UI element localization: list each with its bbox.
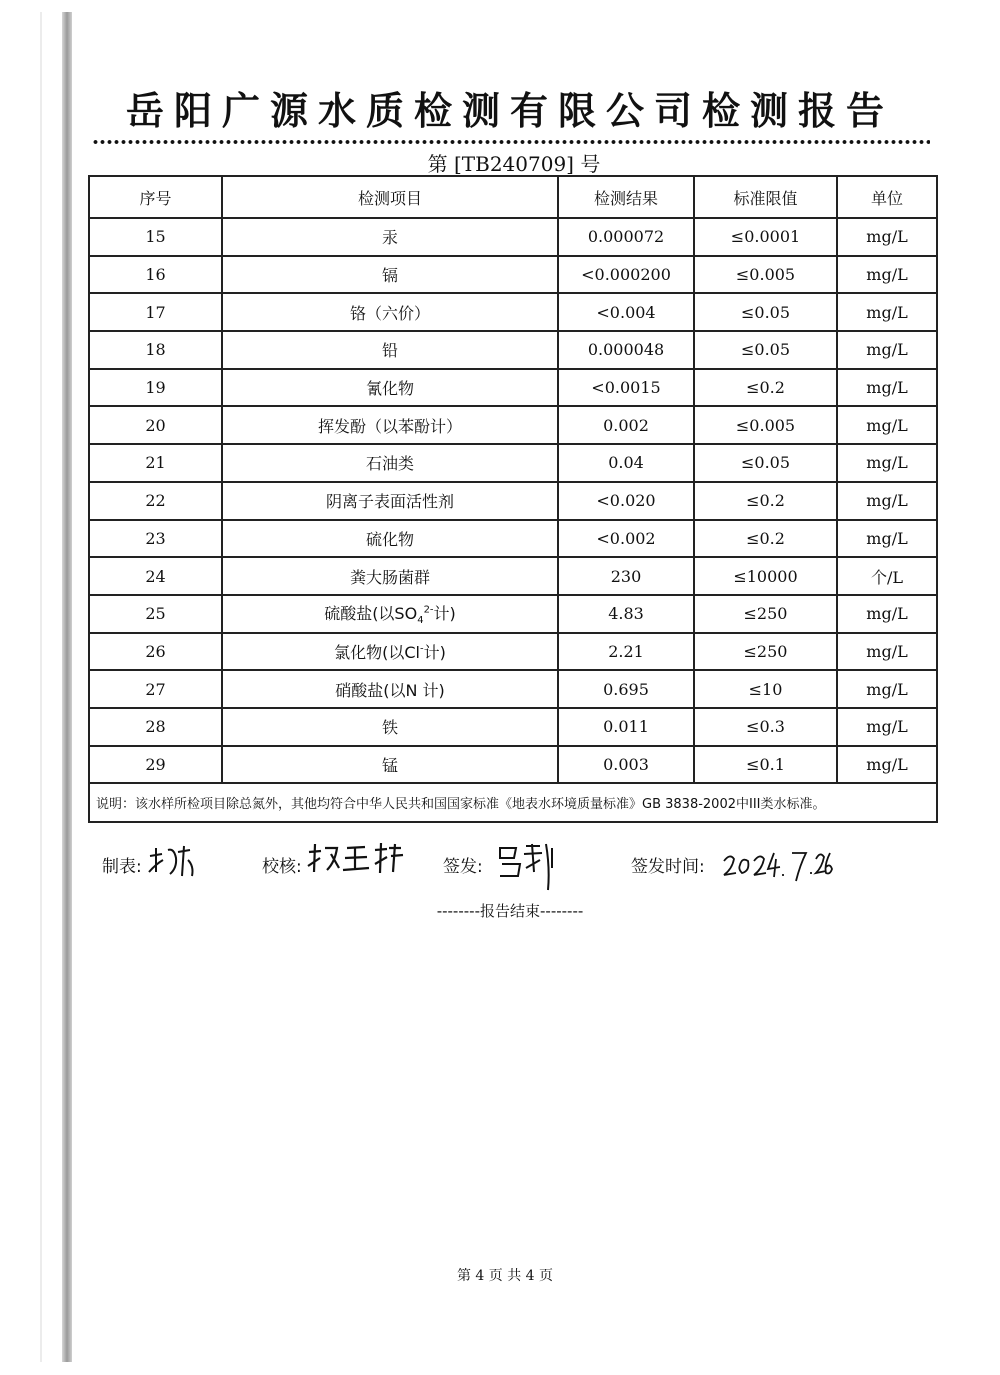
item-text: 氯化物(以Cl xyxy=(334,642,420,662)
table-row xyxy=(89,406,937,444)
table-row xyxy=(89,293,937,331)
cell-result: 0.04 xyxy=(558,444,694,482)
cell-no: 20 xyxy=(89,406,222,444)
cell-unit: mg/L xyxy=(837,256,937,294)
cell-unit: 个/L xyxy=(837,557,937,595)
cell-no: 19 xyxy=(89,369,222,407)
table-row xyxy=(89,331,937,369)
cell-no: 17 xyxy=(89,293,222,331)
checked-by-signature xyxy=(305,840,405,876)
report-title: 岳阳广源水质检测有限公司检测报告 xyxy=(125,89,894,133)
cell-item: 铅 xyxy=(222,331,558,369)
cell-unit: mg/L xyxy=(837,369,937,407)
cell-no: 24 xyxy=(89,557,222,595)
cell-result: 0.011 xyxy=(558,708,694,746)
cell-no: 25 xyxy=(89,595,222,633)
table-row xyxy=(89,708,937,746)
table-row xyxy=(89,557,937,595)
cell-item: 阴离子表面活性剂 xyxy=(222,482,558,520)
cell-limit: ≤0.05 xyxy=(694,331,837,369)
scan-binding-edge xyxy=(62,12,72,1362)
table-note: 说明：该水样所检项目除总氮外，其他均符合中华人民共和国国家标准《地表水环境质量标准》GB 3838-2002中III类水标准。 xyxy=(89,783,937,822)
cell-limit: ≤0.005 xyxy=(694,256,837,294)
cell-result: <0.004 xyxy=(558,293,694,331)
cell-limit: ≤0.2 xyxy=(694,369,837,407)
report-end-marker: --------报告结束-------- xyxy=(436,902,584,920)
table-row xyxy=(89,670,937,708)
item-text: 计) xyxy=(423,642,446,662)
col-header-result: 检测结果 xyxy=(558,176,694,218)
report-number: 第 [TB240709] 号 xyxy=(427,152,601,176)
table-note-row xyxy=(89,783,937,822)
cell-item: 汞 xyxy=(222,218,558,256)
cell-unit: mg/L xyxy=(837,595,937,633)
page-number: 第 4 页 共 4 页 xyxy=(456,1268,554,1284)
cell-no: 22 xyxy=(89,482,222,520)
cell-item: 石油类 xyxy=(222,444,558,482)
cell-limit: ≤0.05 xyxy=(694,293,837,331)
results-table xyxy=(88,175,938,823)
cell-no: 16 xyxy=(89,256,222,294)
prepared-by-signature xyxy=(146,842,198,882)
cell-result: <0.002 xyxy=(558,520,694,558)
cell-limit: ≤0.2 xyxy=(694,482,837,520)
cell-limit: ≤10 xyxy=(694,670,837,708)
col-header-unit: 单位 xyxy=(837,176,937,218)
cell-no: 18 xyxy=(89,331,222,369)
item-superscript: - xyxy=(420,643,424,655)
cell-no: 28 xyxy=(89,708,222,746)
cell-result: 0.000072 xyxy=(558,218,694,256)
cell-item: 锰 xyxy=(222,746,558,784)
cell-result: 4.83 xyxy=(558,595,694,633)
col-header-item: 检测项目 xyxy=(222,176,558,218)
cell-item: 挥发酚（以苯酚计） xyxy=(222,406,558,444)
item-text: 计) xyxy=(433,604,456,624)
col-header-no: 序号 xyxy=(89,176,222,218)
item-superscript: 2- xyxy=(423,604,434,616)
cell-limit: ≤0.005 xyxy=(694,406,837,444)
table-row xyxy=(89,595,937,633)
cell-no: 27 xyxy=(89,670,222,708)
issued-by-signature xyxy=(494,838,560,894)
table-row xyxy=(89,482,937,520)
cell-limit: ≤0.0001 xyxy=(694,218,837,256)
table-row xyxy=(89,444,937,482)
cell-unit: mg/L xyxy=(837,482,937,520)
cell-unit: mg/L xyxy=(837,331,937,369)
cell-result: 0.003 xyxy=(558,746,694,784)
cell-result: 230 xyxy=(558,557,694,595)
title-dotted-divider xyxy=(92,139,930,145)
cell-unit: mg/L xyxy=(837,708,937,746)
cell-no: 26 xyxy=(89,633,222,671)
issue-time-handwritten xyxy=(720,845,835,885)
cell-result: <0.020 xyxy=(558,482,694,520)
cell-unit: mg/L xyxy=(837,670,937,708)
table-row xyxy=(89,633,937,671)
cell-item: 粪大肠菌群 xyxy=(222,557,558,595)
cell-limit: ≤0.1 xyxy=(694,746,837,784)
table-row xyxy=(89,218,937,256)
cell-no: 23 xyxy=(89,520,222,558)
cell-limit: ≤250 xyxy=(694,595,837,633)
cell-item: 铁 xyxy=(222,708,558,746)
cell-item: 硫化物 xyxy=(222,520,558,558)
cell-result: 2.21 xyxy=(558,633,694,671)
scan-shadow xyxy=(40,12,42,1362)
cell-unit: mg/L xyxy=(837,746,937,784)
checked-by-label: 校核: xyxy=(262,857,302,877)
item-subscript: 4 xyxy=(417,615,424,627)
cell-unit: mg/L xyxy=(837,218,937,256)
cell-no: 15 xyxy=(89,218,222,256)
table-row xyxy=(89,746,937,784)
cell-unit: mg/L xyxy=(837,406,937,444)
cell-limit: ≤10000 xyxy=(694,557,837,595)
cell-result: 0.002 xyxy=(558,406,694,444)
cell-result: <0.000200 xyxy=(558,256,694,294)
cell-item: 氰化物 xyxy=(222,369,558,407)
table-header-row xyxy=(89,176,937,218)
cell-limit: ≤0.3 xyxy=(694,708,837,746)
cell-item: 硝酸盐(以N 计) xyxy=(222,670,558,708)
table-row xyxy=(89,520,937,558)
cell-limit: ≤250 xyxy=(694,633,837,671)
cell-limit: ≤0.2 xyxy=(694,520,837,558)
cell-item xyxy=(222,595,558,633)
col-header-limit: 标准限值 xyxy=(694,176,837,218)
table-row xyxy=(89,256,937,294)
cell-result: 0.695 xyxy=(558,670,694,708)
cell-result: <0.0015 xyxy=(558,369,694,407)
cell-unit: mg/L xyxy=(837,444,937,482)
cell-item xyxy=(222,633,558,671)
cell-result: 0.000048 xyxy=(558,331,694,369)
issued-by-label: 签发: xyxy=(443,857,483,877)
cell-unit: mg/L xyxy=(837,293,937,331)
cell-no: 21 xyxy=(89,444,222,482)
prepared-by-label: 制表: xyxy=(102,857,142,877)
cell-unit: mg/L xyxy=(837,520,937,558)
cell-no: 29 xyxy=(89,746,222,784)
issue-time-label: 签发时间: xyxy=(631,857,705,877)
cell-item: 镉 xyxy=(222,256,558,294)
table-row xyxy=(89,369,937,407)
item-text: 硫酸盐(以SO xyxy=(324,604,418,624)
cell-item: 铬（六价） xyxy=(222,293,558,331)
cell-unit: mg/L xyxy=(837,633,937,671)
cell-limit: ≤0.05 xyxy=(694,444,837,482)
